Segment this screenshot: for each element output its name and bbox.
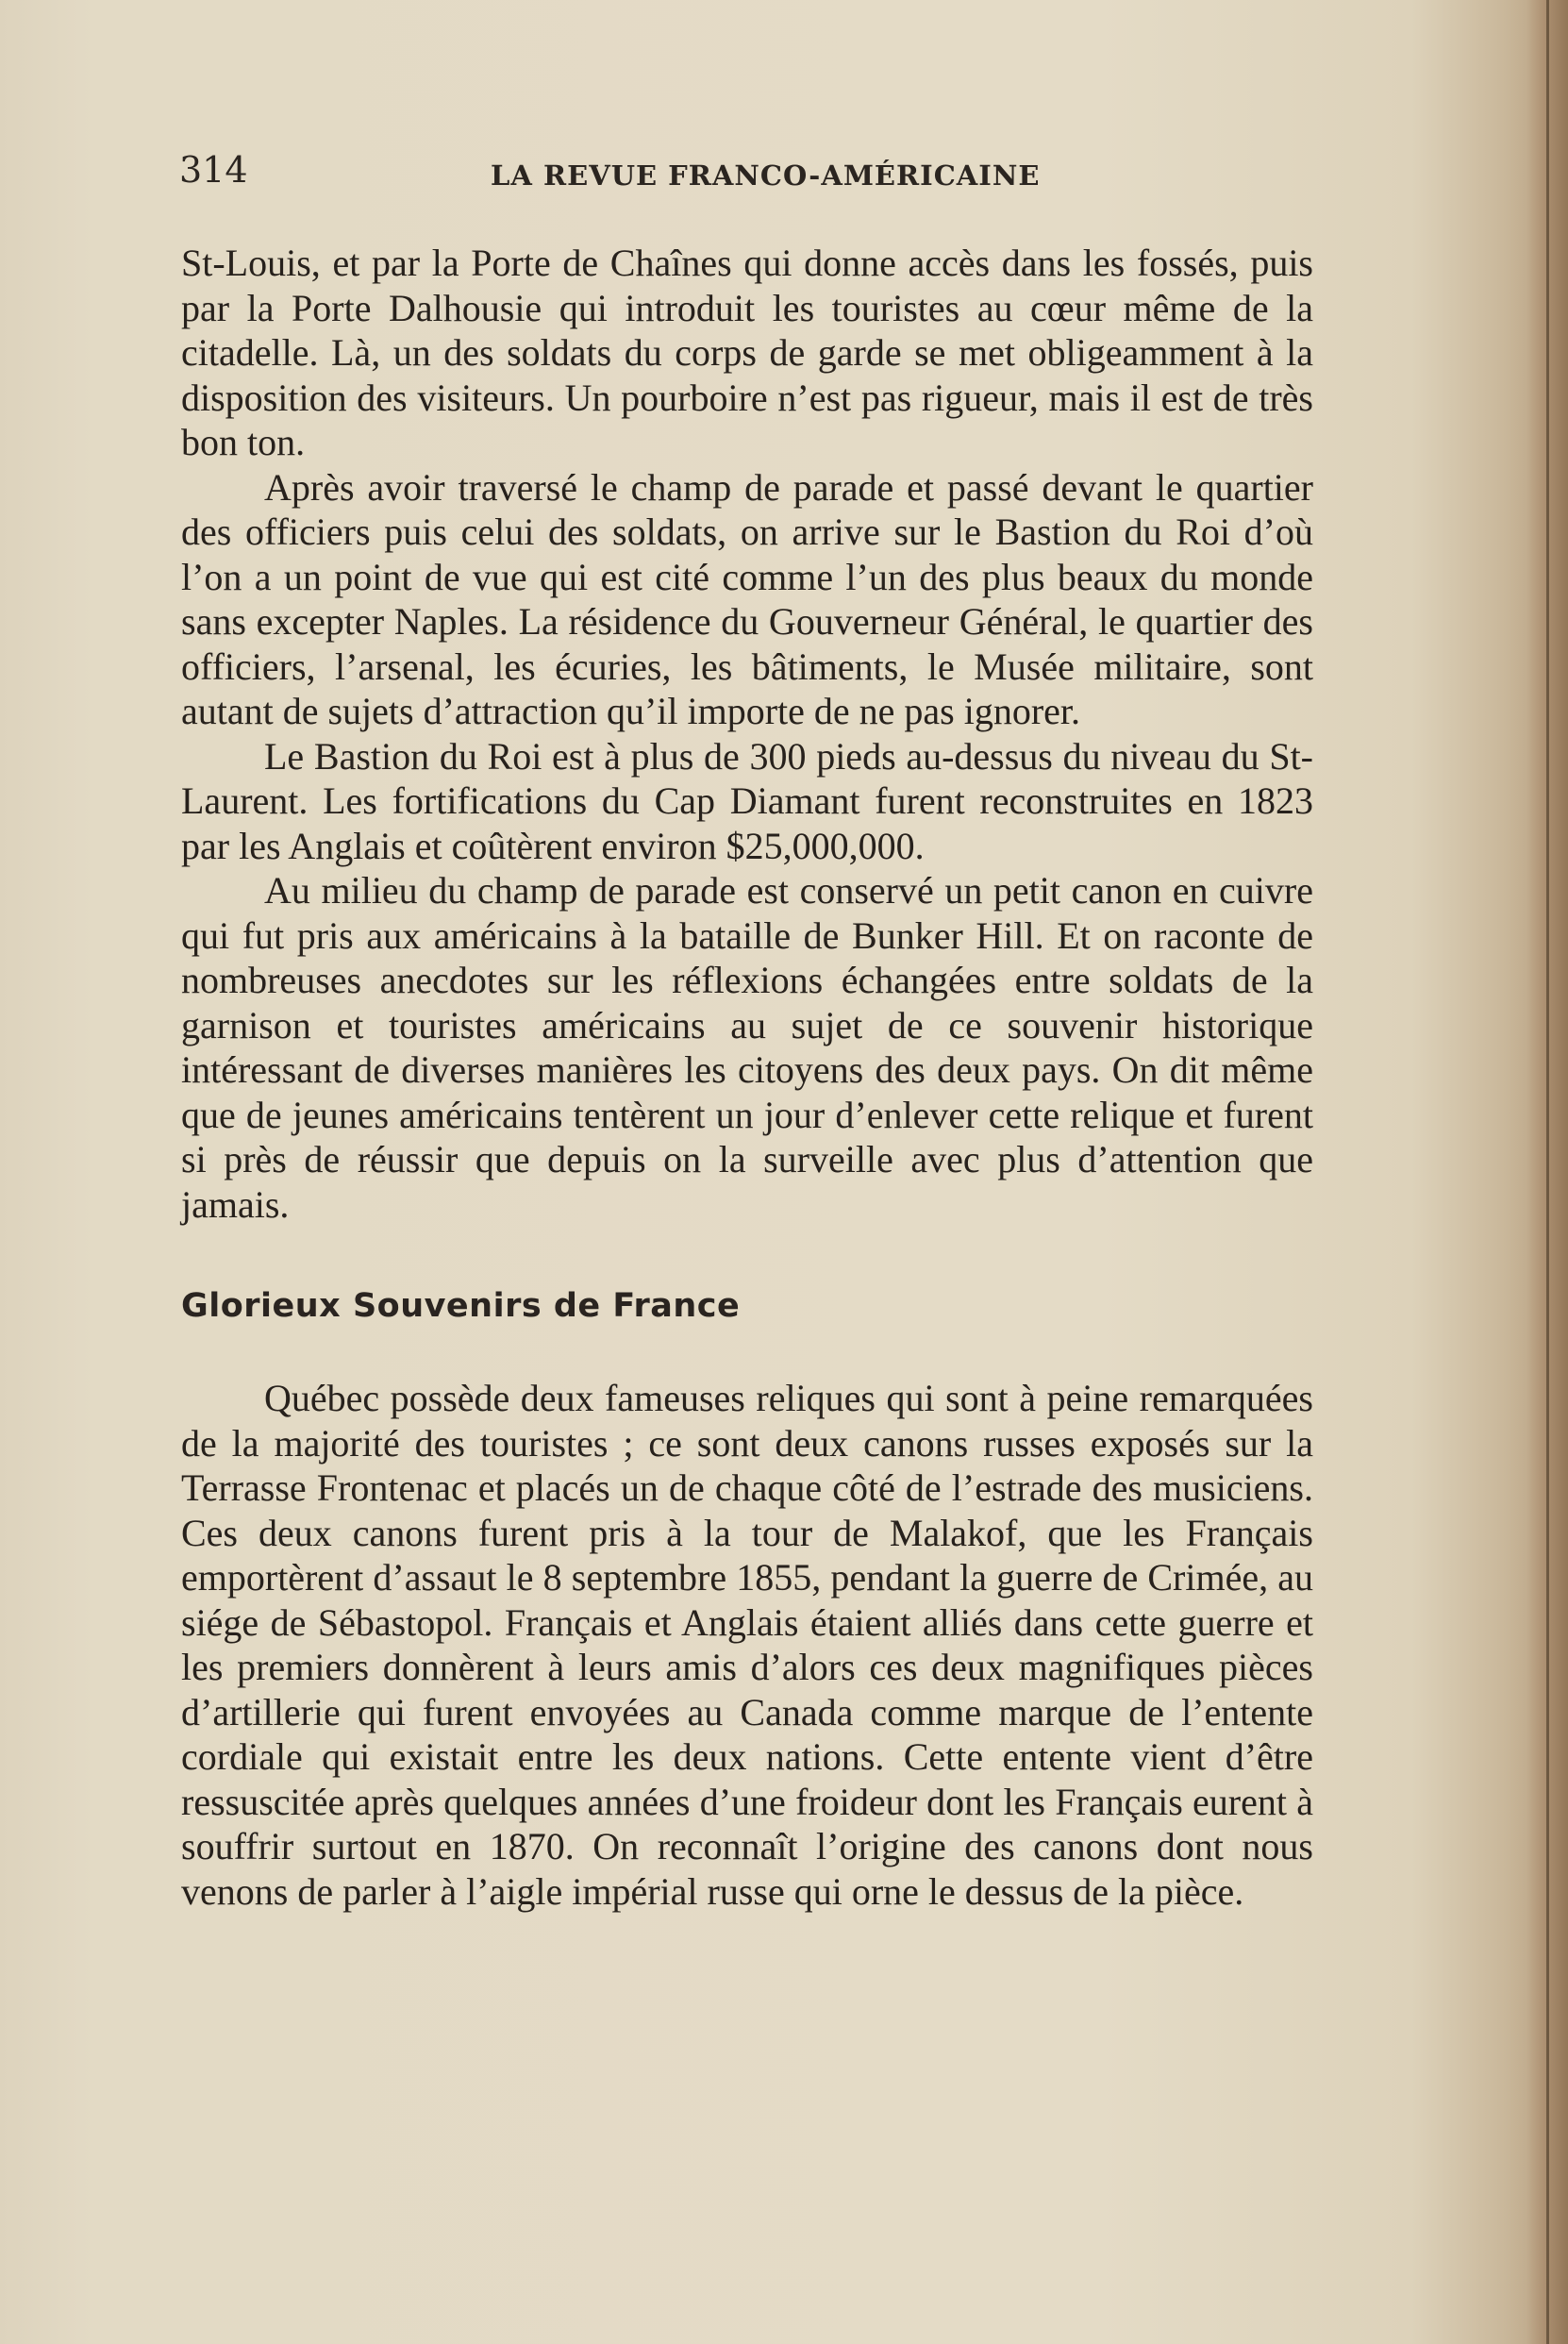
running-head: LA REVUE FRANCO-AMÉRICAINE [491,159,1041,192]
paragraph-continued: St-Louis, et par la Porte de Chaînes qui donne accès dans les fossés, puis par la Porte Dalhousie qui introduit les touristes au cœur même de la citadelle. Là, un des soldats du corps de garde se met obligeamment à la disposition des visiteurs. Un pourboire n’est pas rigueur, mais il est de très bon ton. [181,242,1313,463]
paragraph: Après avoir traversé le champ de parade et passé devant le quartier des officiers puis celui des soldats, on arrive sur le Bastion du Roi d’où l’on a un point de vue qui est cité comme l’un des plus beaux du monde sans excepter Naples. La résidence du Gouverneur Général, le quartier des officiers, l’arsenal, les écuries, les bâtiments, le Musée militaire, sont autant de sujets d’attraction qu’il importe de ne pas ignorer. [181,465,1313,732]
page-body [181,241,1313,1914]
paragraph: Le Bastion du Roi est à plus de 300 pieds au-dessus du niveau du St-Laurent. Les fortifications du Cap Diamant furent reconstruites en 1823 par les Anglais et coûtèrent environ $25,000,000. [181,734,1313,867]
page-header [179,142,1340,198]
paragraph: Au milieu du champ de parade est conservé un petit canon en cuivre qui fut pris aux américains à la bataille de Bunker Hill. Et on raconte de nombreuses anecdotes sur les réflexions échangées entre soldats de la garnison et touristes américains au sujet de ce souvenir historique intéressant de diverses manières les citoyens des deux pays. On dit même que de jeunes américains tentèrent un jour d’enlever cette relique et furent si près de réussir que depuis on la surveille avec plus d’attention que jamais. [181,869,1313,1226]
book-spine-edge [1546,0,1549,2344]
page-number: 314 [179,149,248,191]
section-heading: Glorieux Souvenirs de France [181,1287,741,1325]
paragraph: Québec possède deux fameuses reliques qui sont à peine remarquées de la majorité des touristes ; ce sont deux canons russes exposés sur la Terrasse Frontenac et placés un de chaque côté de l’estrade des musiciens. Ces deux canons furent pris à la tour de Malakof, que les Français emportèrent d’assaut le 8 septembre 1855, pendant la guerre de Crimée, au siége de Sébastopol. Français et Anglais étaient alliés dans cette guerre et les premiers donnèrent à leurs amis d’alors ces deux magnifiques pièces d’artillerie qui furent envoyées au Canada comme marque de l’entente cordiale qui existait entre les deux nations. Cette entente vient d’être ressuscitée après quelques années d’une froideur dont les Français eurent à souffrir surtout en 1870. On reconnaît l’origine des canons dont nous venons de parler à l’aigle impérial russe qui orne le dessus de la pièce. [181,1377,1313,1913]
